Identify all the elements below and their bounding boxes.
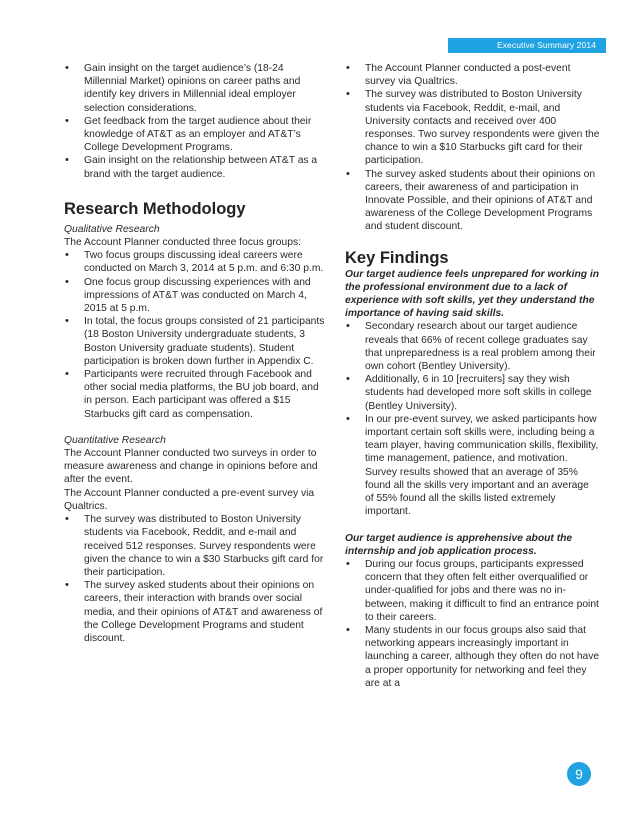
list-item: • Get feedback from the target audience about their knowledge of AT&T as an employer and AT&T’s College Development Programs. — [64, 115, 326, 155]
qualitative-intro: The Account Planner conducted three focus groups: — [64, 237, 301, 249]
finding-2-lead: Our target audience is apprehensive about the internship and job application process. — [345, 532, 573, 557]
list-item: • Secondary research about our target audience reveals that 66% of recent college graduates say that unpreparedness is a real problem among their own cohort (Bentley University). — [345, 320, 600, 373]
finding-1-lead: Our target audience feels unprepared for working in the professional environment due to a lack of experience with soft skills, yet they understand the importance of having said skills. — [345, 268, 600, 320]
list-item: • Gain insight on the relationship between AT&T as a brand with the target audience. — [64, 154, 326, 180]
list-item: • Participants were recruited through Facebook and other social media platforms, the BU job board, and in person. Each participant was offered a $15 Starbucks gift card as compensation. — [64, 368, 326, 421]
qualitative-list — [64, 249, 326, 421]
list-item: • The survey was distributed to Boston University students via Facebook, Reddit, and e-mail and received 512 responses. Survey respondents were given the chance to win a $30 Starbucks gift card for their participation. — [64, 513, 326, 579]
list-item: • The survey asked students about their opinions on careers, their awareness of and participation in Innovate Possible, and their opinions of AT&T and awareness of the College Development Programs and student discount. — [345, 168, 600, 234]
list-item: • Two focus groups discussing ideal careers were conducted on March 3, 2014 at 5 p.m. and 6:30 p.m. — [64, 249, 326, 275]
finding-2-list — [345, 558, 600, 690]
list-item: • The survey asked students about their opinions on careers, their interaction with brands over social media, and their opinions of AT&T and awareness of the College Development Programs and student discount. — [64, 579, 326, 645]
list-item: • Additionally, 6 in 10 [recruiters] say they wish students had developed more soft skills in college (Bentley University). — [345, 373, 600, 413]
key-findings-heading: Key Findings — [345, 248, 449, 267]
finding-1-list — [345, 320, 600, 518]
post-survey-list — [345, 62, 600, 234]
list-item: • One focus group discussing experiences with and impressions of AT&T was conducted on March 4, 2015 at 5 p.m. — [64, 276, 326, 316]
quantitative-intro: The Account Planner conducted two surveys in order to measure awareness and change in opinions before and after the event. — [64, 448, 318, 486]
left-column — [64, 62, 326, 645]
quantitative-intro-2: The Account Planner conducted a pre-event survey via Qualtrics. — [64, 487, 315, 512]
quantitative-title: Quantitative Research — [64, 434, 166, 446]
list-item: • The Account Planner conducted a post-event survey via Qualtrics. — [345, 62, 600, 88]
quantitative-list — [64, 513, 326, 645]
list-item: • The survey was distributed to Boston University students via Facebook, Reddit, e-mail, and University contacts and received over 400 responses. Two survey respondents were given the chance to win a $10 Starbucks gift card for their participation. — [345, 88, 600, 167]
right-column — [345, 62, 600, 690]
intro-list — [64, 62, 326, 181]
list-item: • Gain insight on the target audience’s (18-24 Millennial Market) opinions on career paths and identify key drivers in Millennial ideal employer selection considerations. — [64, 62, 326, 115]
qualitative-title: Qualitative Research — [64, 223, 160, 235]
list-item: • In our pre-event survey, we asked participants how important certain soft skills were, including being a team player, having communication skills, flexibility, time management, patience, and motivation. Survey results showed that an average of 35% found all the skills very important and an average of 55% found all the skills listed extremely important. — [345, 413, 600, 519]
list-item: • During our focus groups, participants expressed concern that they often felt either overqualified or under-qualified for jobs and there was no in-between, making it difficult to find an entrance point to their careers. — [345, 558, 600, 624]
page-number-badge: 9 — [567, 762, 591, 786]
list-item: • Many students in our focus groups also said that networking appears increasingly important in launching a career, although they often do not have a proper opportunity for networking and feel they are at a — [345, 624, 600, 690]
header-title: Executive Summary 2014 — [448, 38, 606, 53]
research-methodology-heading: Research Methodology — [64, 199, 246, 218]
list-item: • In total, the focus groups consisted of 21 participants (18 Boston University undergraduate students, 3 Boston University graduate students). Student participation is broken down further in Appendix C. — [64, 315, 326, 368]
